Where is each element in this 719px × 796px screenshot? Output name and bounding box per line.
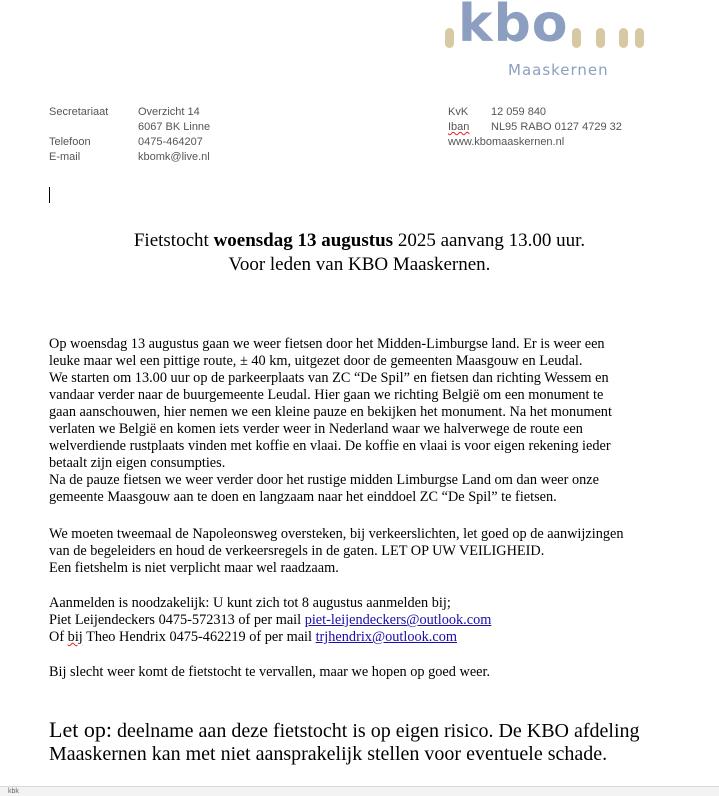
body-line: Een fietshelm is niet verplicht maar wel raadzaam. xyxy=(49,560,339,576)
theo-line xyxy=(49,629,699,646)
paragraph-intro xyxy=(49,336,699,506)
kvk-value: 12 059 840 xyxy=(491,106,547,118)
telefoon-value: 0475-464207 xyxy=(138,136,203,148)
title-line1 xyxy=(0,229,719,253)
theo-text: Theo Hendrix 0475-462219 of per mail xyxy=(82,629,316,645)
kbo-logo xyxy=(438,0,653,84)
telefoon-label: Telefoon xyxy=(49,136,91,148)
piet-text: Piet Leijendeckers 0475-572313 of per mail xyxy=(49,612,305,628)
disclaimer xyxy=(49,718,699,766)
piet-line xyxy=(49,612,699,629)
website: www.kbomaaskernen.nl xyxy=(448,136,565,148)
address-line1: Overzicht 14 xyxy=(138,106,200,118)
body-line: welverdiende rustplaats vinden met koffie en vlaai. De koffie en vlaai is voor eigen rekening ieder xyxy=(49,438,611,454)
theo-email-link[interactable]: trjhendrix@outlook.com xyxy=(315,629,457,645)
text-cursor xyxy=(49,187,50,203)
disclaimer-label: Let op: xyxy=(49,717,112,742)
body-line: We moeten tweemaal de Napoleonsweg oversteken, bij verkeerslichten, let goed op de aanwijzingen xyxy=(49,526,624,542)
body-line: We starten om 13.00 uur op de parkeerplaats van ZC “De Spil” en fietsen dan richting Wessem en xyxy=(49,370,609,386)
paragraph-registration xyxy=(49,595,699,646)
secretariaat-label: Secretariaat xyxy=(49,106,109,118)
body-line: vandaar verder naar de buurgemeente Leudal. Hier gaan we richting België om een monument te xyxy=(49,387,604,403)
address-line2: 6067 BK Linne xyxy=(138,121,211,133)
disclaimer-line1 xyxy=(49,718,699,743)
logo-dot xyxy=(596,28,605,48)
iban-value: NL95 RABO 0127 4729 32 xyxy=(491,121,622,133)
body-line: betaalt zijn eigen consumpties. xyxy=(49,455,226,471)
title-line2: Voor leden van KBO Maaskernen. xyxy=(228,254,491,275)
logo-word: kbo xyxy=(458,0,569,54)
logo-dot xyxy=(619,28,628,48)
logo-dot xyxy=(635,28,644,48)
kvk-label: KvK xyxy=(448,106,469,118)
title-part-b: 2025 aanvang 13.00 uur. xyxy=(393,230,586,251)
body-line: Op woensdag 13 augustus gaan we weer fietsen door het Midden-Limburgse land. Er is weer een xyxy=(49,336,605,352)
body-line: Na de pauze fietsen we weer verder door het rustige midden Limburgse Land om dan weer onze xyxy=(49,472,599,488)
title-date: woensdag 13 augustus xyxy=(213,230,394,251)
body-line: verlaten we België en komen iets verder weer in Nederland waar we halverwege de route een xyxy=(49,421,583,437)
logo-dot xyxy=(445,28,454,48)
theo-bij: bij xyxy=(67,629,83,645)
disclaimer-line2: Maaskernen kan met niet aansprakelijk stellen voor eventuele schade. xyxy=(49,743,608,765)
weather-line: Bij slecht weer komt de fietstocht te vervallen, maar we hopen op goed weer. xyxy=(49,664,491,680)
email-label: E-mail xyxy=(49,151,81,163)
paragraph-safety xyxy=(49,526,699,577)
piet-email-link[interactable]: piet-leijendeckers@outlook.com xyxy=(304,612,492,628)
disclaimer-text1: deelname aan deze fietstocht is op eigen risico. De KBO afdeling xyxy=(111,720,640,742)
logo-dot xyxy=(572,28,581,48)
aanmelden-line: Aanmelden is noodzakelijk: U kunt zich tot 8 augustus aanmelden bij; xyxy=(49,595,451,611)
title-part-a: Fietstocht xyxy=(133,230,214,251)
iban-label: Iban xyxy=(448,121,470,133)
body-line: leuke maar wel een pittige route, ± 40 km, uitgezet door de gemeenten Maasgouw en Leudal. xyxy=(49,353,583,369)
paragraph-weather xyxy=(49,664,699,681)
cut-off-text: kbk xyxy=(8,788,19,795)
body-line: van de begeleiders en houd de verkeersregels in de gaten. LET OP UW VEILIGHEID. xyxy=(49,543,545,559)
body-line: gaan aanschouwen, hier nemen we een kleine pauze en bekijken het monument. Na het monument xyxy=(49,404,612,420)
body-line: gemeente Maasgouw aan te doen en langzaam naar het einddoel ZC “De Spil” te fietsen. xyxy=(49,489,557,505)
email-value: kbomk@live.nl xyxy=(138,151,210,163)
logo-subtitle: Maaskernen xyxy=(508,61,609,79)
theo-prefix: Of xyxy=(49,629,68,645)
